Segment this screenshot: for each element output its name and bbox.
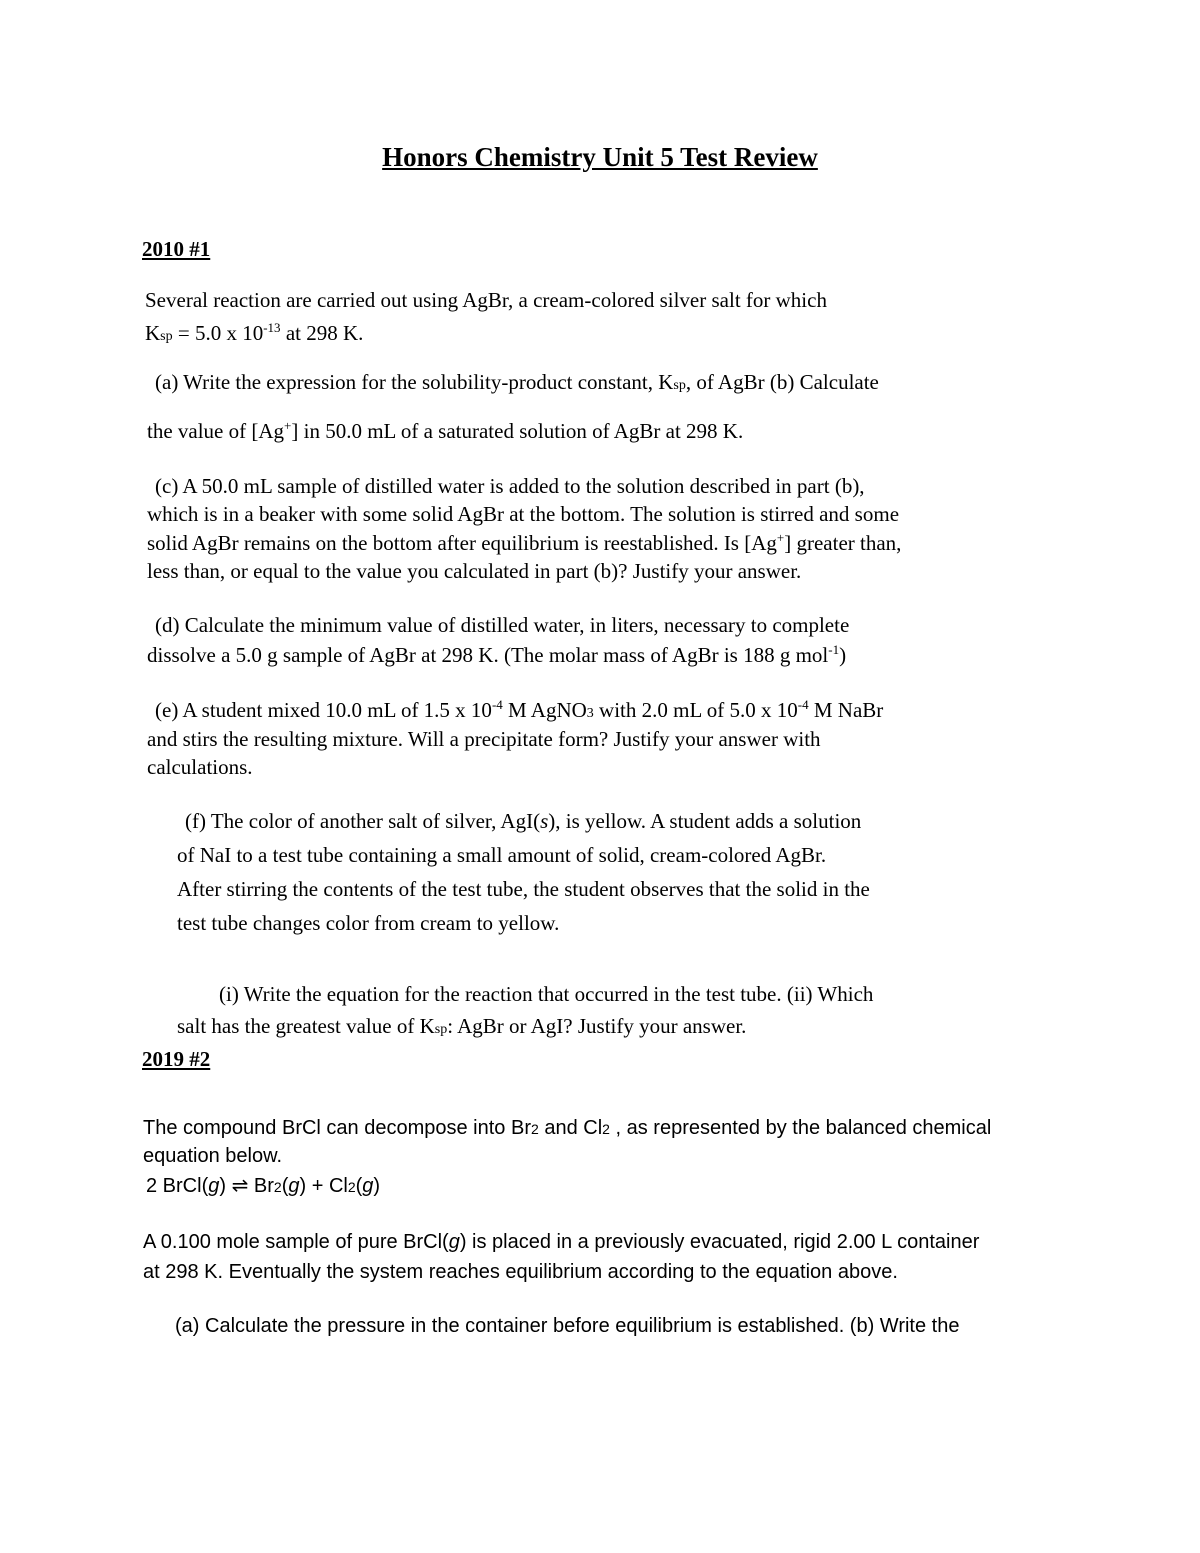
- q1-subpart-i-line-1: (i) Write the equation for the reaction that occurred in the test tube. (ii) Which: [219, 982, 874, 1006]
- q1-part-c-line-2: which is in a beaker with some solid AgBr at the bottom. The solution is stirred and some: [147, 502, 900, 526]
- q1-part-f-line-4: test tube changes color from cream to yellow.: [177, 911, 560, 935]
- q1-part-b: the value of [Ag+] in 50.0 mL of a saturated solution of AgBr at 298 K.: [147, 418, 744, 443]
- question-header-2019-2: 2019 #2: [142, 1047, 211, 1071]
- q1-part-e-line-1: (e) A student mixed 10.0 mL of 1.5 x $10^{-4}$ M AgNO3 with 2.0 mL of 5.0 x $10^{-4}$ M NaBr: [155, 697, 884, 722]
- q1-part-a: (a) Write the expression for the solubility-product constant, Ksp, of AgBr (b) Calculate: [155, 370, 879, 394]
- q1-part-e-line-2: and stirs the resulting mixture. Will a precipitate form? Justify your answer with: [147, 727, 821, 751]
- q1-part-c-line-4: less than, or equal to the value you calculated in part (b)? Justify your answer.: [147, 559, 802, 583]
- q2-intro-line-1: The compound BrCl can decompose into Br2 and Cl2 , as represented by the balanced chemical: [143, 1117, 992, 1139]
- q1-subpart-i-line-2: salt has the greatest value of Ksp: AgBr or AgI? Justify your answer.: [177, 1014, 747, 1038]
- q1-part-f-line-3: After stirring the contents of the test tube, the student observes that the solid in the: [177, 877, 870, 901]
- q1-part-d-line-2: dissolve a 5.0 g sample of AgBr at 298 K. (The molar mass of AgBr is 188 g mol$^{-1}$): [147, 642, 847, 667]
- q1-intro-line-2: Ksp = 5.0 x $10^{-13}$ at 298 K.: [145, 320, 364, 345]
- q1-part-c-line-1: (c) A 50.0 mL sample of distilled water is added to the solution described in part (b),: [155, 474, 865, 498]
- question-header-2010-1: 2010 #1: [142, 237, 211, 261]
- q2-para-2-line-2: at 298 K. Eventually the system reaches equilibrium according to the equation above.: [143, 1261, 898, 1283]
- page-title: Honors Chemistry Unit 5 Test Review: [382, 142, 818, 172]
- q2-intro-line-2: equation below.: [143, 1145, 283, 1167]
- q2-equation: 2 BrCl(g) ⇌ Br2(g) + Cl2(g): [146, 1175, 381, 1197]
- q1-intro-line-1: Several reaction are carried out using AgBr, a cream-colored silver salt for which: [145, 288, 827, 312]
- q1-part-e-line-3: calculations.: [147, 755, 253, 779]
- q1-part-d-line-1: (d) Calculate the minimum value of distilled water, in liters, necessary to complete: [155, 613, 850, 637]
- q2-part-a: (a) Calculate the pressure in the container before equilibrium is established. (b) Write the: [175, 1315, 960, 1337]
- q1-part-f-line-2: of NaI to a test tube containing a small amount of solid, cream-colored AgBr.: [177, 843, 827, 867]
- q1-part-c-line-3: solid AgBr remains on the bottom after equilibrium is reestablished. Is [Ag+] greater than,: [147, 530, 902, 555]
- q2-para-2-line-1: A 0.100 mole sample of pure BrCl(g) is placed in a previously evacuated, rigid 2.00 L container: [143, 1231, 980, 1253]
- q1-part-f-line-1: (f) The color of another salt of silver, AgI(s), is yellow. A student adds a solution: [185, 809, 862, 833]
